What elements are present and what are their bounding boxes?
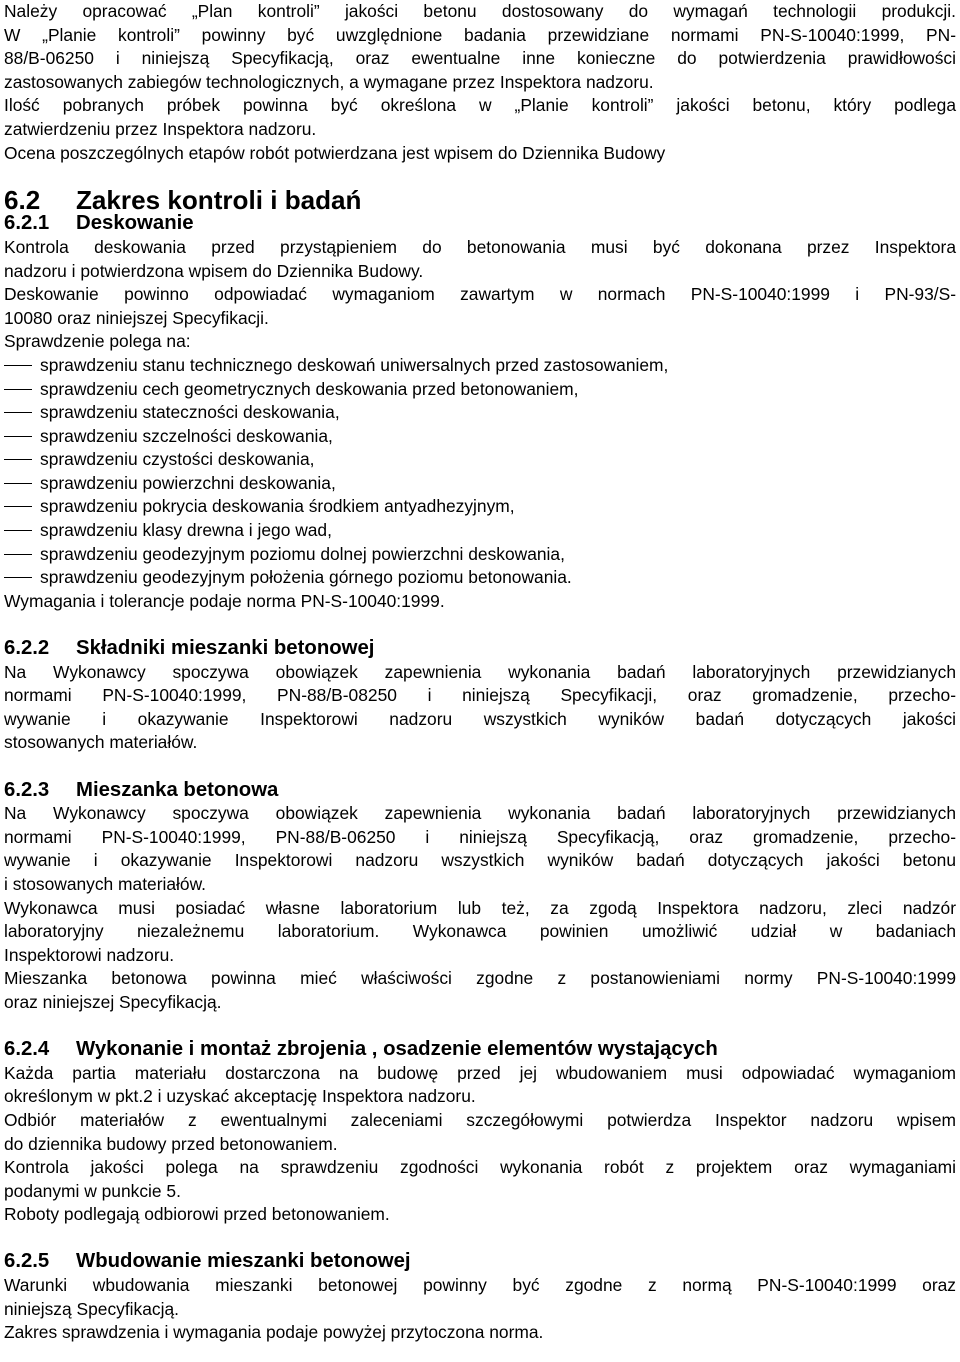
list-item: sprawdzeniu stateczności deskowania, — [4, 401, 956, 425]
list-item: sprawdzeniu pokrycia deskowania środkiem antyadhezyjnym, — [4, 495, 956, 519]
text-line: Wykonawca musi posiadać własne laboratorium lub też, za zgodą Inspektora nadzoru, zleci nadzór — [4, 897, 956, 918]
text-line: stosowanych materiałów. — [4, 732, 198, 753]
section-title: Wykonanie i montaż zbrojenia , osadzenie elementów wystających — [76, 1038, 718, 1061]
section-6-2-2 — [4, 637, 956, 755]
text-line: Zakres sprawdzenia i wymagania podaje powyżej przytoczona norma. — [4, 1322, 544, 1343]
text-line: normami PN-S-10040:1999, PN-88/B-06250 i niniejszą Specyfikacją, oraz gromadzenie, przecho- — [4, 826, 956, 847]
text-line: Na Wykonawcy spoczywa obowiązek zapewnienia wykonania badań laboratoryjnych przewidzianych — [4, 803, 956, 824]
text-line: 88/B-06250 i niniejszą Specyfikacją, oraz ewentualne inne konieczne do potwierdzenia prawidłowości — [4, 48, 956, 69]
text-line: Inspektorowi nadzoru. — [4, 944, 175, 965]
text-line: Każda partia materiału dostarczona na budowę przed jej wbudowaniem musi odpowiadać wymaganiom — [4, 1062, 956, 1083]
dash-bullet — [4, 530, 32, 531]
section-heading-6-2-3 — [4, 779, 956, 803]
text-line: Sprawdzenie polega na: — [4, 331, 191, 352]
intro-section — [4, 0, 956, 165]
list-item: sprawdzeniu klasy drewna i jego wad, — [4, 519, 956, 543]
section-title: Wbudowanie mieszanki betonowej — [76, 1250, 411, 1273]
list-item: sprawdzeniu stanu technicznego deskowań uniwersalnych przed zastosowaniem, — [4, 354, 956, 378]
list-item: sprawdzeniu cech geometrycznych deskowania przed betonowaniem, — [4, 378, 956, 402]
text-line: Należy opracować „Plan kontroli” jakości betonu dostosowany do wymagań technologii produkcji. — [4, 1, 956, 21]
section-number: 6.2.1 — [4, 212, 50, 235]
section-6-2-1 — [4, 212, 956, 613]
dash-bullet — [4, 483, 32, 484]
text-line: i stosowanych materiałów. — [4, 873, 207, 894]
text-line: laboratoryjny niezależnemu laboratorium. Wykonawca powinien umożliwić udział w badaniach — [4, 921, 956, 942]
text-line: zastosowanych zabiegów technologicznych, a wymagane przez Inspektora nadzoru. — [4, 71, 654, 92]
section-title: Zakres kontroli i badań — [76, 184, 362, 215]
section-number: 6.2.3 — [4, 778, 50, 801]
section-number: 6.2.4 — [4, 1038, 50, 1061]
text-line: określonym w pkt.2 i uzyskać akceptację Inspektora nadzoru. — [4, 1086, 476, 1107]
spacer — [4, 1015, 956, 1039]
text-line: 10080 oraz niniejszej Specyfikacji. — [4, 307, 269, 328]
spacer — [4, 1227, 956, 1251]
section-6-2-3 — [4, 779, 956, 1015]
dash-bullet — [4, 365, 32, 366]
text-line: Ocena poszczególnych etapów robót potwierdzana jest wpisem do Dziennika Budowy — [4, 142, 666, 163]
list-item: sprawdzeniu geodezyjnym poziomu dolnej powierzchni deskowania, — [4, 543, 956, 567]
text-line: Kontrola deskowania przed przystąpieniem do betonowania musi być dokonana przez Inspektora — [4, 236, 956, 257]
dash-bullet — [4, 506, 32, 507]
section-number: 6.2.2 — [4, 637, 50, 660]
text-line: oraz niniejszej Specyfikacją. — [4, 991, 222, 1012]
section-title: Mieszanka betonowa — [76, 778, 279, 801]
section-number: 6.2 — [4, 184, 41, 215]
list-item: sprawdzeniu szczelności deskowania, — [4, 425, 956, 449]
list-item: sprawdzeniu czystości deskowania, — [4, 448, 956, 472]
dash-bullet — [4, 412, 32, 413]
section-heading-6-2-4 — [4, 1038, 956, 1062]
text-line: Deskowanie powinno odpowiadać wymaganiom zawartym w normach PN-S-10040:1999 i PN-93/S- — [4, 284, 956, 305]
text-line: Mieszanka betonowa powinna mieć właściwości zgodne z postanowieniami normy PN-S-10040:1999 — [4, 968, 956, 989]
text-line: nadzoru i potwierdzona wpisem do Dziennika Budowy. — [4, 260, 424, 281]
section-6-2-4 — [4, 1038, 956, 1227]
spacer — [4, 755, 956, 779]
section-title: Składniki mieszanki betonowej — [76, 637, 375, 660]
section-number: 6.2.5 — [4, 1250, 50, 1273]
section-title: Deskowanie — [76, 212, 194, 235]
dash-bullet — [4, 389, 32, 390]
section-heading-6-2 — [4, 184, 956, 215]
text-line: wywanie i okazywanie Inspektorowi nadzoru wszystkich wyników badań dotyczących jakości betonu — [4, 850, 956, 871]
text-line: wywanie i okazywanie Inspektorowi nadzoru wszystkich wyników badań dotyczących jakości — [4, 708, 956, 729]
list-item: sprawdzeniu powierzchni deskowania, — [4, 472, 956, 496]
text-line: Ilość pobranych próbek powinna być określona w „Planie kontroli” jakości betonu, który podlega — [4, 95, 956, 116]
dash-bullet — [4, 577, 32, 578]
text-line: do dziennika budowy przed betonowaniem. — [4, 1133, 338, 1154]
text-line: Wymagania i tolerancje podaje norma PN-S-10040:1999. — [4, 590, 445, 611]
spacer — [4, 613, 956, 637]
text-line: W „Planie kontroli” powinny być uwzględnione badania przewidziane normami PN-S-10040:1999, PN- — [4, 24, 956, 45]
text-line: Na Wykonawcy spoczywa obowiązek zapewnienia wykonania badań laboratoryjnych przewidzianych — [4, 661, 956, 682]
text-line: zatwierdzeniu przez Inspektora nadzoru. — [4, 118, 317, 139]
section-heading-6-2-2 — [4, 637, 956, 661]
text-line: Roboty podlegają odbiorowi przed betonowaniem. — [4, 1204, 390, 1225]
text-line: Warunki wbudowania mieszanki betonowej powinny być zgodne z normą PN-S-10040:1999 oraz — [4, 1275, 956, 1296]
list-item: sprawdzeniu geodezyjnym położenia górnego poziomu betonowania. — [4, 566, 956, 590]
check-list — [4, 354, 956, 590]
text-line: podanymi w punkcie 5. — [4, 1180, 181, 1201]
dash-bullet — [4, 459, 32, 460]
section-heading-6-2-5 — [4, 1250, 956, 1274]
dash-bullet — [4, 554, 32, 555]
dash-bullet — [4, 436, 32, 437]
text-line: normami PN-S-10040:1999, PN-88/B-08250 i niniejszą Specyfikacji, oraz gromadzenie, przecho- — [4, 685, 956, 706]
text-line: niniejszą Specyfikacją. — [4, 1298, 179, 1319]
section-heading-6-2-1 — [4, 212, 956, 236]
section-6-2-5 — [4, 1250, 956, 1344]
text-line: Odbiór materiałów z ewentualnymi zaleceniami szczegółowymi potwierdza Inspektor nadzoru wpisem — [4, 1109, 956, 1130]
text-line: Kontrola jakości polega na sprawdzeniu zgodności wykonania robót z projektem oraz wymaganiami — [4, 1157, 956, 1178]
